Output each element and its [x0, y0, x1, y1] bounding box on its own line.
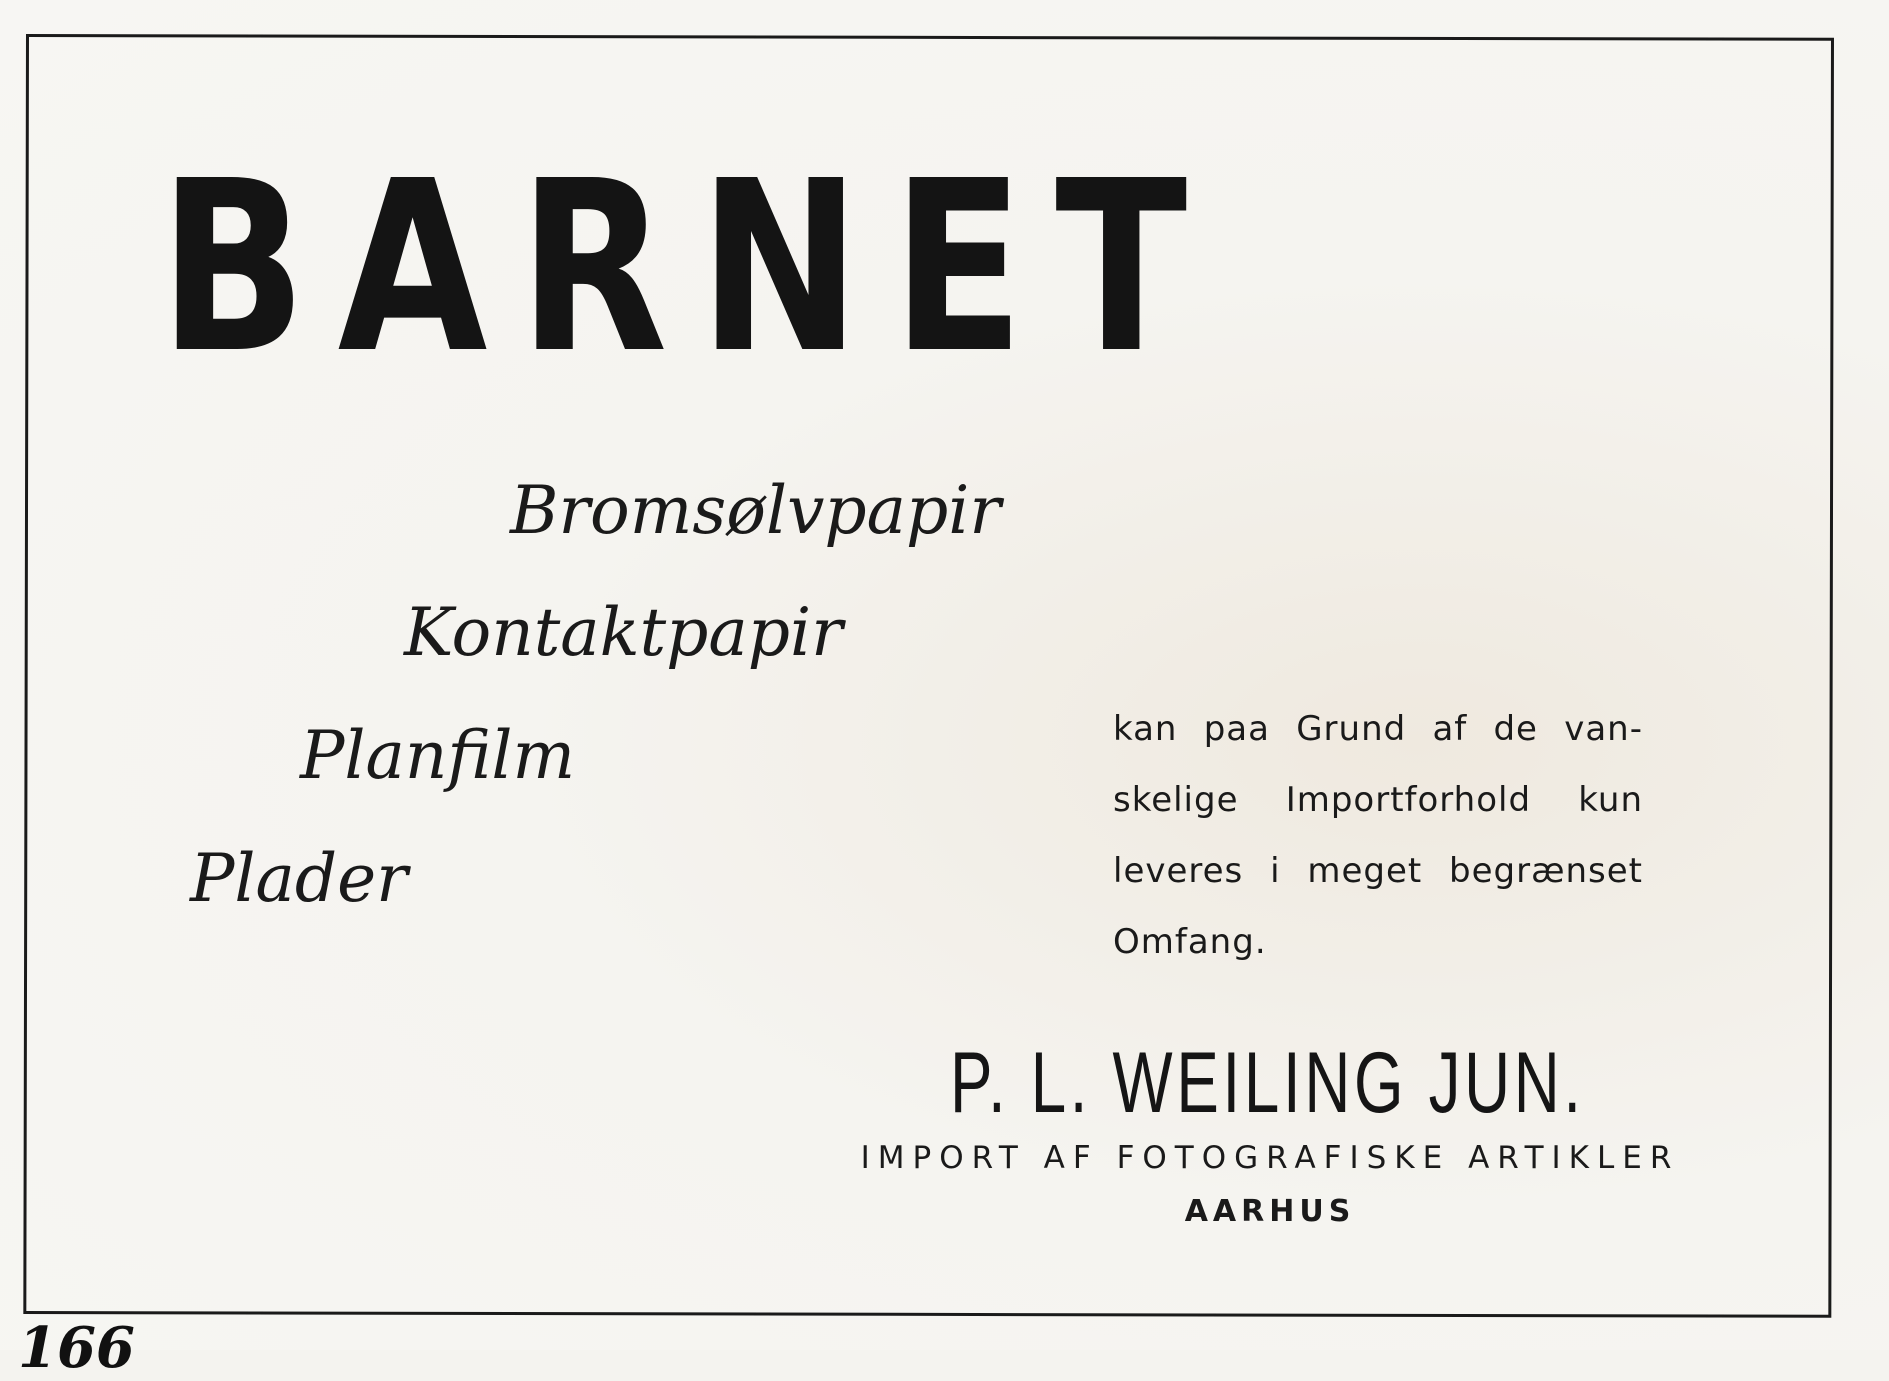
company-business: IMPORT AF FOTOGRAFISKE ARTIKLER [860, 1140, 1680, 1176]
page-number: 166 [18, 1315, 135, 1381]
company-name: P. L. WEILING JUN. [950, 1035, 1585, 1131]
notice-line: skelige Importforhold kun [1113, 780, 1643, 820]
company-city: AARHUS [1184, 1194, 1356, 1229]
headline: BARNET [159, 130, 1219, 405]
notice-line: leveres i meget begrænset [1113, 851, 1643, 891]
notice-line: kan paa Grund af de van- [1113, 709, 1643, 749]
product-planfilm: Planfilm [300, 717, 576, 794]
product-kontaktpapir: Kontaktpapir [404, 594, 843, 671]
availability-notice [1113, 694, 1643, 978]
product-bromsolvpapir: Bromsølvpapir [510, 472, 1001, 549]
notice-line: Omfang. [1113, 922, 1267, 962]
product-plader: Plader [190, 840, 408, 917]
